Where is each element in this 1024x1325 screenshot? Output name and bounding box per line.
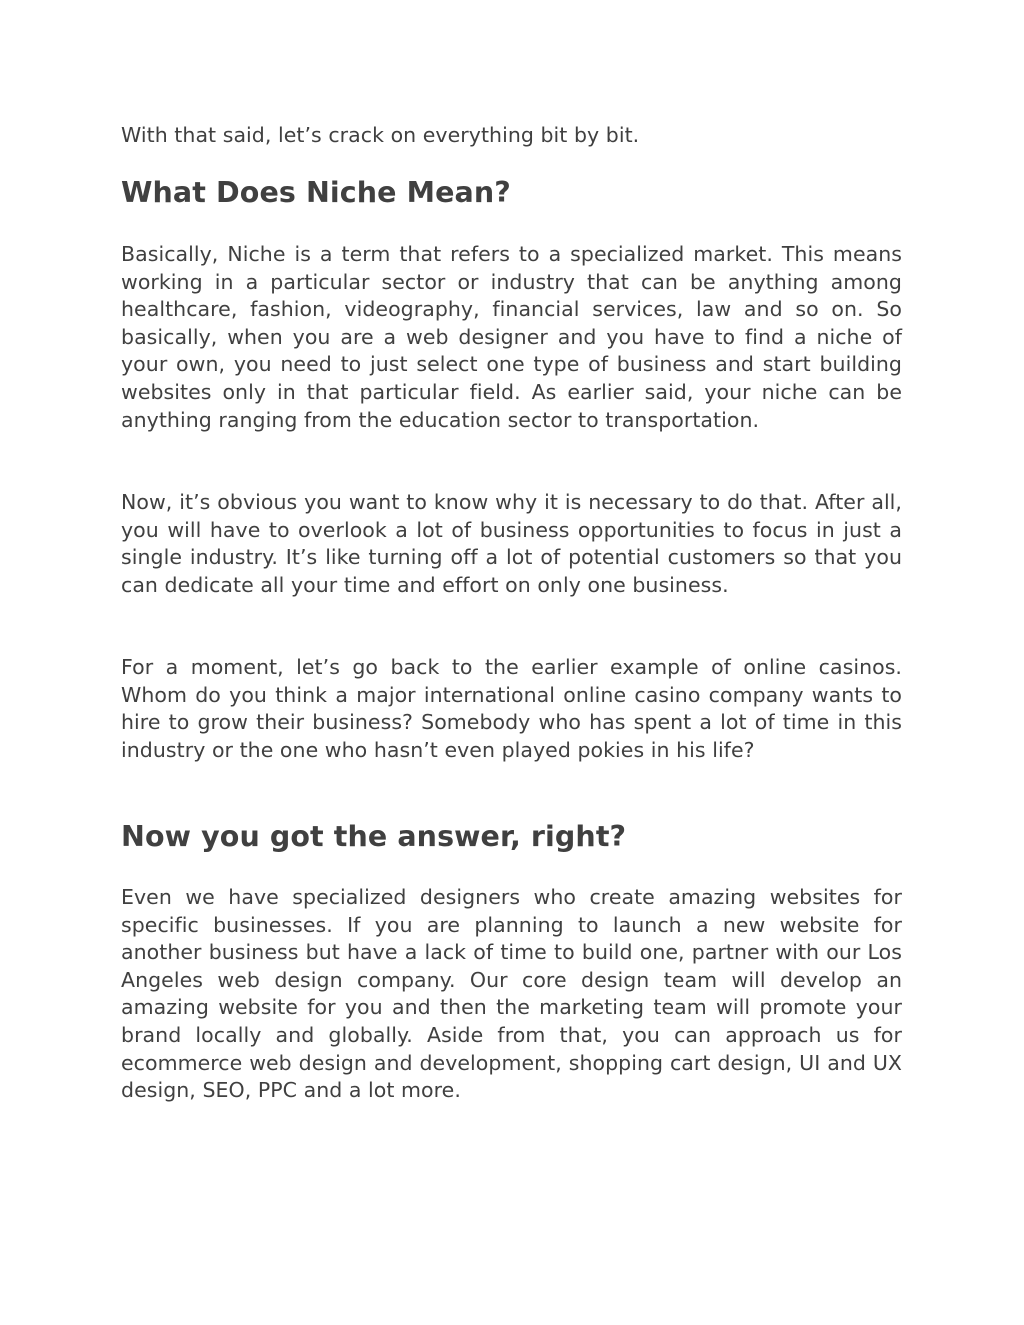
- paragraph-niche-definition: Basically, Niche is a term that refers to a specialized market. This means working in a particular sector or industry that can be anything among healthcare, fashion, videography, financial services, law and so on. So basically, when you are a web designer and you have to find a niche of your own, you need to just select one type of business and start building websites only in that particular field. As earlier said, your niche can be anything ranging from the education sector to transportation.: [121, 242, 902, 432]
- heading-got-the-answer: Now you got the answer, right?: [121, 820, 627, 853]
- paragraph-our-designers: Even we have specialized designers who create amazing websites for specific businesses. If you are planning to launch a new website for another business but have a lack of time to build one, partner with our Los Angeles web design company. Our core design team will develop an amazing website for you and then the marketing team will promote your brand locally and globally. Aside from that, you can approach us for ecommerce web design and development, shopping cart design, UI and UX design, SEO, PPC and a lot more.: [121, 885, 902, 1103]
- paragraph-why-niche: Now, it’s obvious you want to know why it is necessary to do that. After all, you will have to overlook a lot of business opportunities to focus in just a single industry. It’s like turning off a lot of potential customers so that you can dedicate all your time and effort on only one business.: [121, 490, 902, 597]
- paragraph-casino-example: For a moment, let’s go back to the earlier example of online casinos. Whom do you think a major international online casino company wants to hire to grow their business? Somebody who has spent a lot of time in this industry or the one who hasn’t even played pokies in his life?: [121, 655, 902, 762]
- intro-text: With that said, let’s crack on everything bit by bit.: [121, 123, 640, 147]
- heading-what-does-niche-mean: What Does Niche Mean?: [121, 176, 511, 209]
